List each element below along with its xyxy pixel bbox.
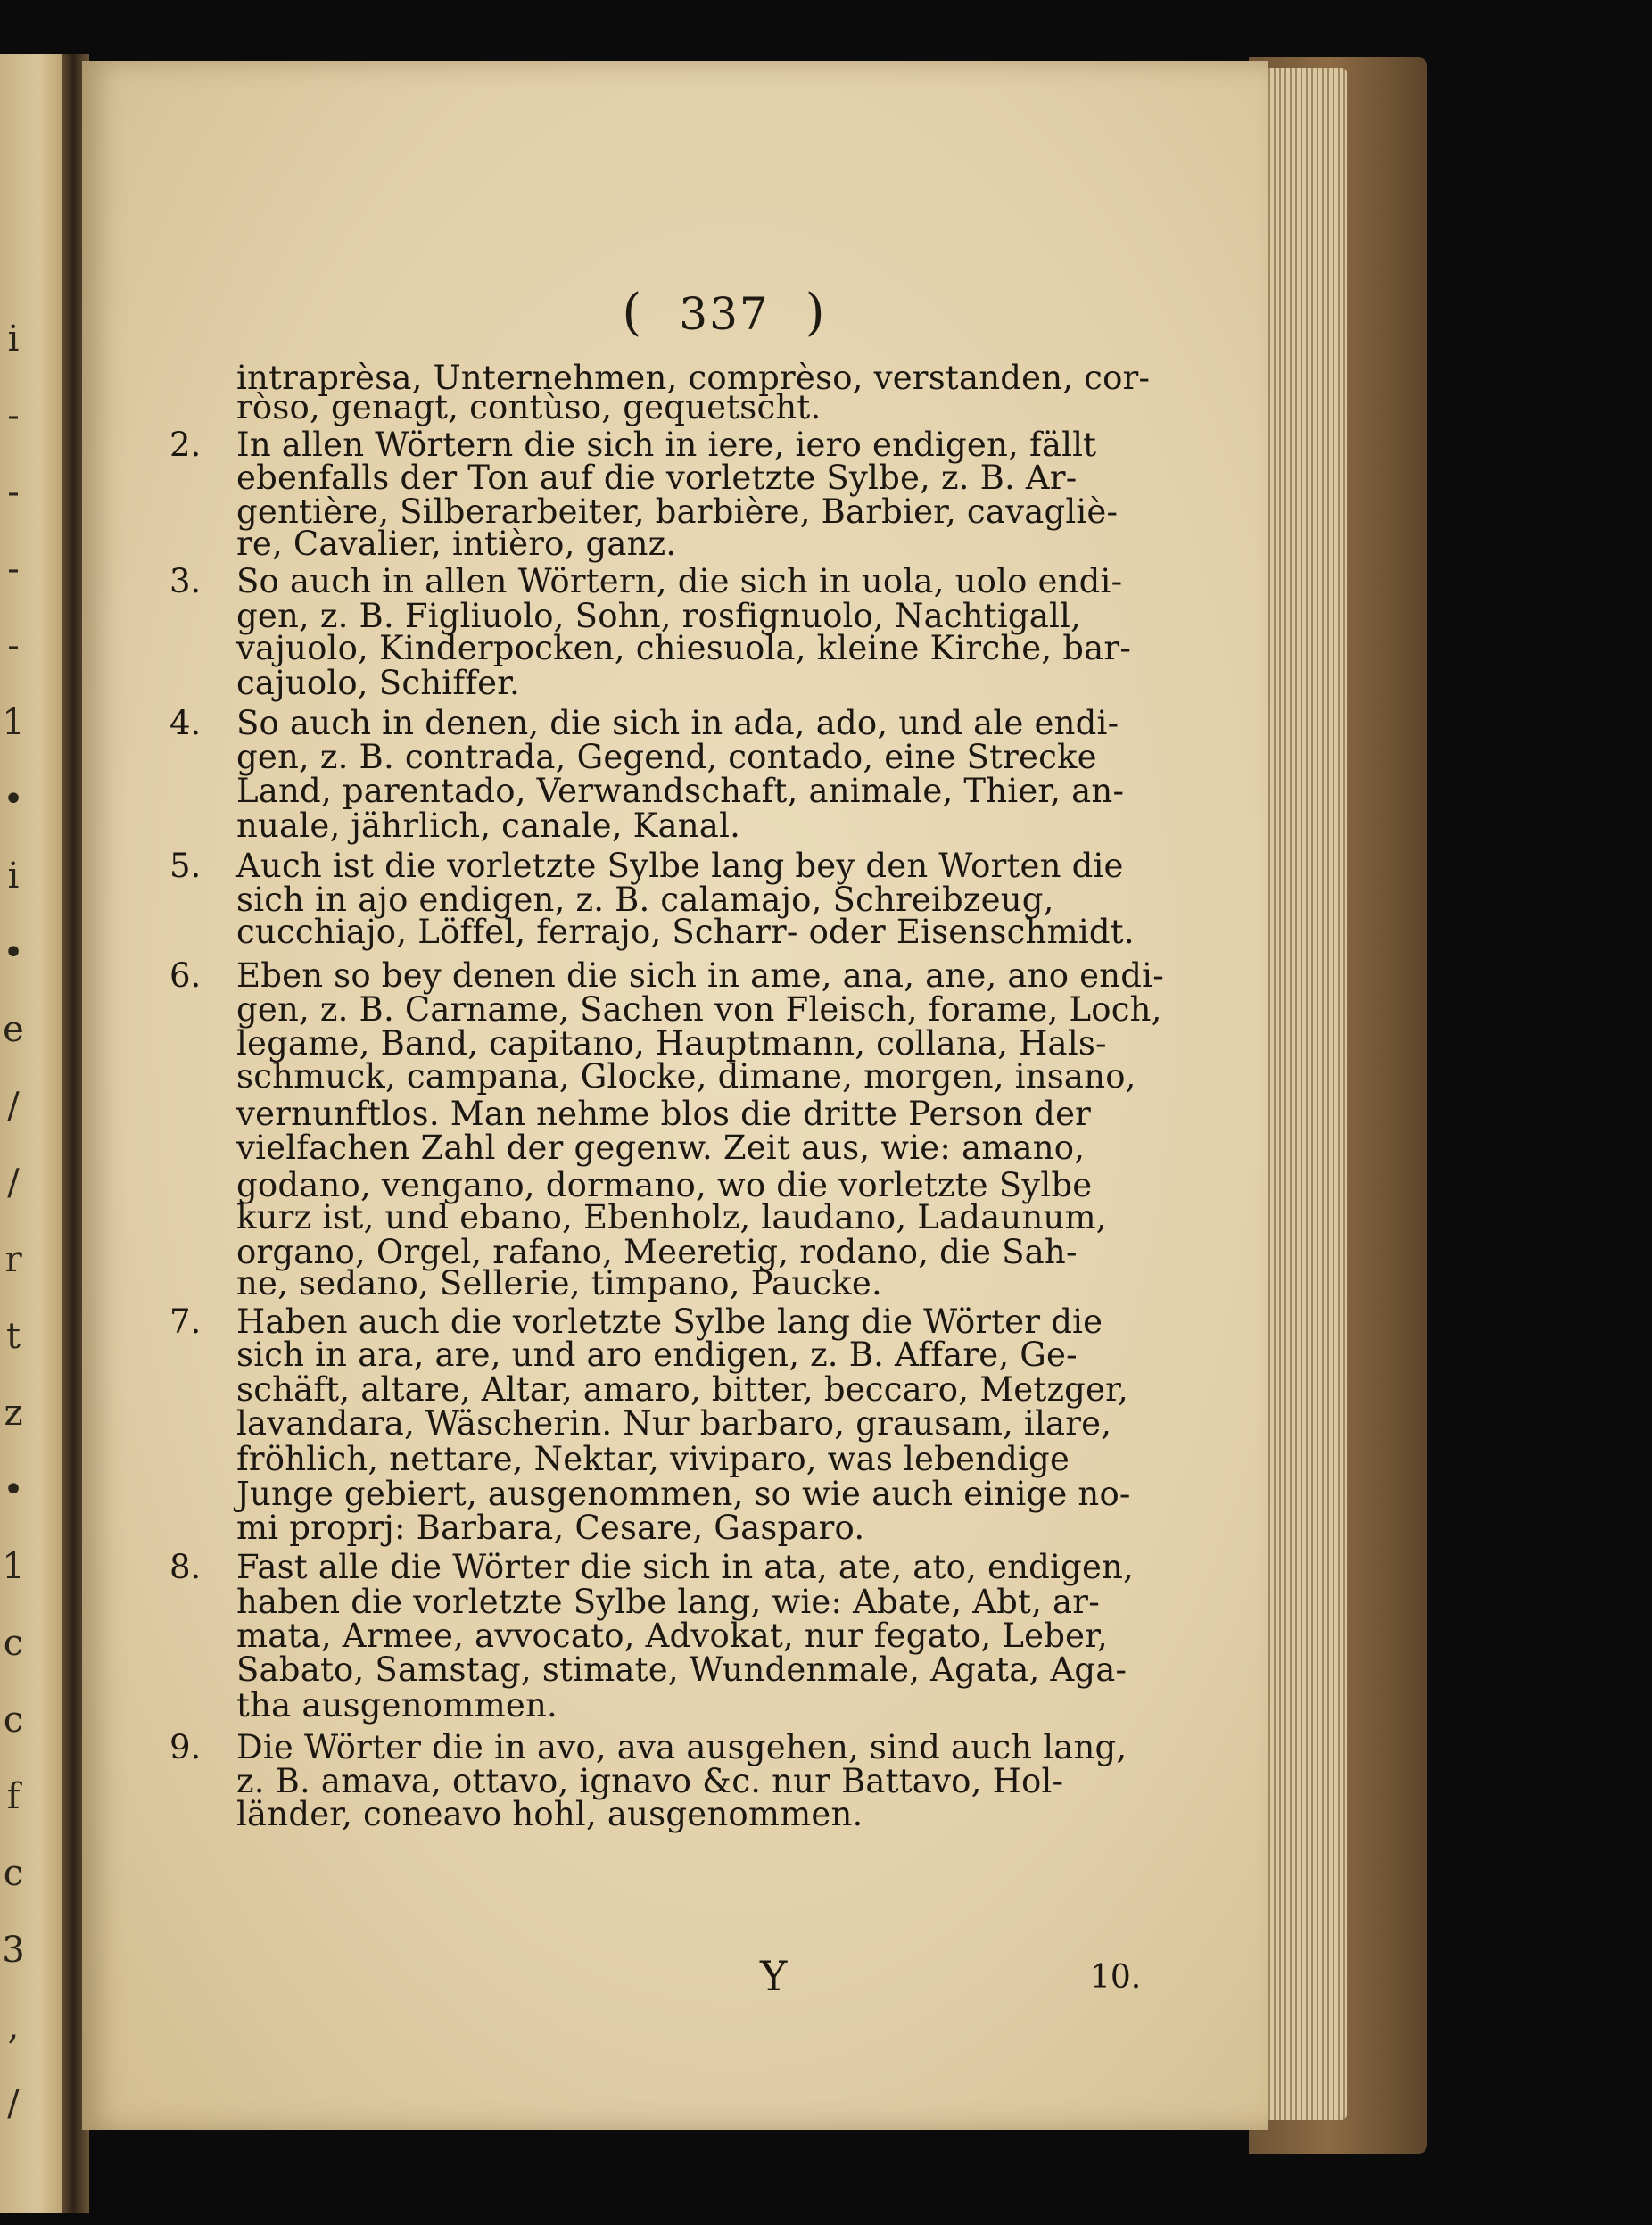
margin-fragment: -	[7, 395, 20, 436]
margin-fragment: /	[7, 1086, 20, 1127]
margin-fragment: ,	[7, 2006, 20, 2047]
text-line: In allen Wörtern die sich in iere, iero endigen, fällt	[236, 426, 1097, 464]
margin-fragment: t	[5, 1316, 21, 1357]
text-line: mata, Armee, avvocato, Advokat, nur fegato, Leber,	[236, 1617, 1108, 1655]
paragraph-number: 4.	[169, 704, 202, 742]
margin-fragment: f	[6, 1776, 21, 1817]
text-line: cajuolo, Schiffer.	[236, 664, 520, 702]
text-line: gen, z. B. Figliuolo, Sohn, rosfignuolo, Nachtigall,	[236, 597, 1082, 635]
text-line: tha ausgenommen.	[236, 1686, 558, 1725]
text-line: Sabato, Samstag, stimate, Wundenmale, Agata, Aga-	[236, 1650, 1127, 1689]
running-head-open-paren: (	[622, 284, 644, 342]
running-head-close-paren: )	[805, 284, 827, 342]
text-line: gentière, Silberarbeiter, barbière, Barbier, cavagliè-	[236, 492, 1119, 531]
margin-fragment: c	[3, 1700, 24, 1741]
catchword: 10.	[1090, 1959, 1142, 1996]
text-line: fröhlich, nettare, Nektar, viviparo, was lebendige	[236, 1440, 1070, 1478]
margin-fragment: 1	[2, 702, 25, 743]
text-line: Eben so bey denen die sich in ame, ana, ane, ano endi-	[236, 956, 1164, 995]
text-line: Auch ist die vorletzte Sylbe lang bey den Worten die	[236, 847, 1124, 885]
paragraph-number: 2.	[169, 426, 202, 464]
text-line: Die Wörter die in avo, ava ausgehen, sind auch lang,	[236, 1728, 1127, 1766]
paragraph-number: 3.	[169, 562, 202, 600]
text-line: godano, vengano, dormano, wo die vorletzte Sylbe	[236, 1166, 1093, 1204]
text-line: ne, sedano, Sellerie, timpano, Paucke.	[236, 1264, 882, 1303]
text-line: intraprèsa, Unternehmen, comprèso, verstanden, cor-	[236, 359, 1151, 397]
margin-fragment: r	[4, 1239, 22, 1280]
margin-fragment: c	[3, 1853, 24, 1894]
text-line: ebenfalls der Ton auf die vorletzte Sylbe, z. B. Ar-	[236, 459, 1078, 497]
margin-fragment: -	[7, 549, 20, 590]
margin-fragment: /	[7, 2083, 20, 2124]
text-line: Junge gebiert, ausgenommen, so wie auch einige no-	[236, 1475, 1131, 1513]
paragraph-number: 8.	[169, 1548, 202, 1586]
margin-fragment: c	[3, 1623, 24, 1664]
book-page	[82, 61, 1268, 2130]
text-line: lavandara, Wäscherin. Nur barbaro, grausam, ilare,	[236, 1404, 1112, 1443]
margin-fragment: /	[7, 1162, 20, 1203]
text-line: organo, Orgel, rafano, Meeretig, rodano, die Sah-	[236, 1233, 1078, 1271]
margin-fragment: 3	[2, 1930, 25, 1971]
paragraph-number: 7.	[169, 1303, 202, 1341]
margin-fragment: i	[7, 318, 20, 360]
text-line: So auch in allen Wörtern, die sich in uola, uolo endi-	[236, 562, 1123, 600]
margin-fragment: •	[3, 779, 24, 820]
running-head	[582, 284, 867, 342]
text-line: schäft, altare, Altar, amaro, bitter, beccaro, Metzger,	[236, 1370, 1128, 1409]
previous-page-edge	[0, 54, 70, 2213]
text-line: vernunftlos. Man nehme blos die dritte Person der	[236, 1095, 1092, 1133]
page-number: 337	[679, 288, 770, 340]
margin-fragment: 1	[2, 1546, 25, 1587]
text-line: nuale, jährlich, canale, Kanal.	[236, 806, 741, 845]
text-line: Land, parentado, Verwandschaft, animale, Thier, an-	[236, 772, 1125, 810]
margin-fragment: -	[7, 472, 20, 513]
text-line: legame, Band, capitano, Hauptmann, collana, Hals-	[236, 1024, 1107, 1063]
text-line: cucchiajo, Löffel, ferrajo, Scharr- oder Eisenschmidt.	[236, 913, 1135, 951]
text-line: Fast alle die Wörter die sich in ata, ate, ato, endigen,	[236, 1548, 1135, 1586]
text-line: ròso, genagt, contùso, gequetscht.	[236, 388, 822, 426]
margin-fragment: -	[7, 625, 20, 666]
text-line: re, Cavalier, intièro, ganz.	[236, 525, 677, 563]
paragraph-number: 5.	[169, 847, 202, 885]
text-line: schmuck, campana, Glocke, dimane, morgen, insano,	[236, 1057, 1136, 1096]
margin-fragment: •	[3, 1469, 24, 1510]
text-line: sich in ajo endigen, z. B. calamajo, Schreibzeug,	[236, 881, 1054, 919]
paragraph-number: 6.	[169, 956, 202, 995]
signature-mark: Y	[760, 1952, 788, 2000]
text-line: länder, coneavo hohl, ausgenommen.	[236, 1795, 863, 1833]
text-line: haben die vorletzte Sylbe lang, wie: Abate, Abt, ar-	[236, 1583, 1100, 1621]
paragraph-number: 9.	[169, 1728, 202, 1766]
text-line: kurz ist, und ebano, Ebenholz, laudano, Ladaunum,	[236, 1198, 1107, 1237]
text-line: sich in ara, are, und aro endigen, z. B. Affare, Ge-	[236, 1336, 1078, 1374]
text-line: So auch in denen, die sich in ada, ado, und ale endi-	[236, 704, 1119, 742]
margin-fragment: e	[3, 1009, 24, 1050]
text-line: gen, z. B. contrada, Gegend, contado, eine Strecke	[236, 738, 1097, 776]
text-line: mi proprj: Barbara, Cesare, Gasparo.	[236, 1509, 865, 1547]
text-line: gen, z. B. Carname, Sachen von Fleisch, forame, Loch,	[236, 990, 1162, 1029]
text-line: vajuolo, Kinderpocken, chiesuola, kleine Kirche, bar-	[236, 629, 1132, 667]
text-line: vielfachen Zahl der gegenw. Zeit aus, wie: amano,	[236, 1129, 1086, 1167]
margin-fragment: i	[7, 856, 20, 897]
margin-fragment: •	[3, 932, 24, 973]
margin-fragment: z	[4, 1393, 23, 1434]
text-line: Haben auch die vorletzte Sylbe lang die Wörter die	[236, 1303, 1103, 1341]
text-line: z. B. amava, ottavo, ignavo &c. nur Battavo, Hol-	[236, 1762, 1064, 1800]
